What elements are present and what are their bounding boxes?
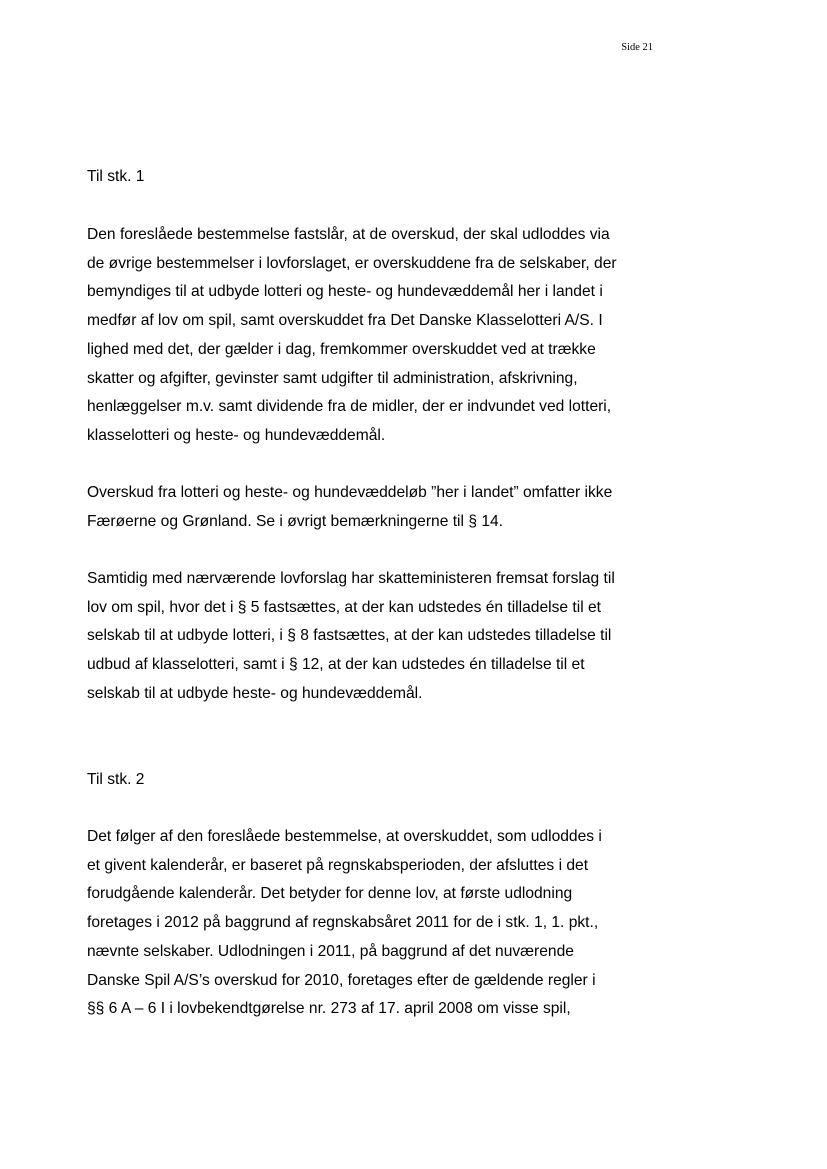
text-line: bemyndiges til at udbyde lotteri og heste- og hundevæddemål her i landet i bbox=[87, 283, 603, 301]
text-line: Danske Spil A/S’s overskud for 2010, foretages efter de gældende regler i bbox=[87, 971, 596, 989]
text-line: selskab til at udbyde heste- og hundevæddemål. bbox=[87, 684, 423, 702]
text-line: Færøerne og Grønland. Se i øvrigt bemærkningerne til § 14. bbox=[87, 512, 504, 530]
text-line: lov om spil, hvor det i § 5 fastsættes, at der kan udstedes én tilladelse til et bbox=[87, 598, 601, 616]
text-line: §§ 6 A – 6 I i lovbekendtgørelse nr. 273 af 17. april 2008 om visse spil, bbox=[87, 1000, 571, 1018]
section-heading-stk-1 bbox=[87, 163, 687, 192]
text-line: selskab til at udbyde lotteri, i § 8 fastsættes, at der kan udstedes tilladelse til bbox=[87, 627, 612, 645]
paragraph-stk1-2 bbox=[87, 479, 687, 536]
text-line: de øvrige bestemmelser i lovforslaget, er overskuddene fra de selskaber, der bbox=[87, 254, 617, 272]
paragraph-stk1-1 bbox=[87, 221, 687, 451]
paragraph-stk1-3 bbox=[87, 565, 687, 709]
heading-text: Til stk. 2 bbox=[87, 771, 145, 788]
section-heading-stk-2 bbox=[87, 766, 687, 795]
text-line: lighed med det, der gælder i dag, fremkommer overskuddet ved at trække bbox=[87, 340, 596, 358]
text-line: Det følger af den foreslåede bestemmelse, at overskuddet, som udloddes i bbox=[87, 828, 602, 845]
heading-text: Til stk. 1 bbox=[87, 168, 145, 185]
text-line: henlæggelser m.v. samt dividende fra de midler, der er indvundet ved lotteri, bbox=[87, 398, 612, 416]
text-line: forudgående kalenderår. Det betyder for denne lov, at første udlodning bbox=[87, 885, 573, 903]
text-line: Overskud fra lotteri og heste- og hundevæddeløb ”her i landet” omfatter ikke bbox=[87, 484, 613, 501]
text-line: skatter og afgifter, gevinster samt udgifter til administration, afskrivning, bbox=[87, 369, 578, 387]
text-line: medfør af lov om spil, samt overskuddet fra Det Danske Klasselotteri A/S. I bbox=[87, 312, 603, 330]
text-line: foretages i 2012 på baggrund af regnskabsåret 2011 for de i stk. 1, 1. pkt., bbox=[87, 914, 599, 932]
paragraph-stk2-1 bbox=[87, 823, 687, 1024]
page-number: Side 21 bbox=[621, 42, 653, 53]
text-line: Den foreslåede bestemmelse fastslår, at de overskud, der skal udloddes via bbox=[87, 226, 610, 243]
text-line: Samtidig med nærværende lovforslag har skatteministeren fremsat forslag til bbox=[87, 570, 615, 587]
text-line: udbud af klasselotteri, samt i § 12, at der kan udstedes én tilladelse til et bbox=[87, 656, 585, 674]
text-line: klasselotteri og heste- og hundevæddemål. bbox=[87, 426, 386, 444]
text-line: nævnte selskaber. Udlodningen i 2011, på baggrund af det nuværende bbox=[87, 942, 574, 960]
text-line: et givent kalenderår, er baseret på regnskabsperioden, der afsluttes i det bbox=[87, 856, 589, 874]
